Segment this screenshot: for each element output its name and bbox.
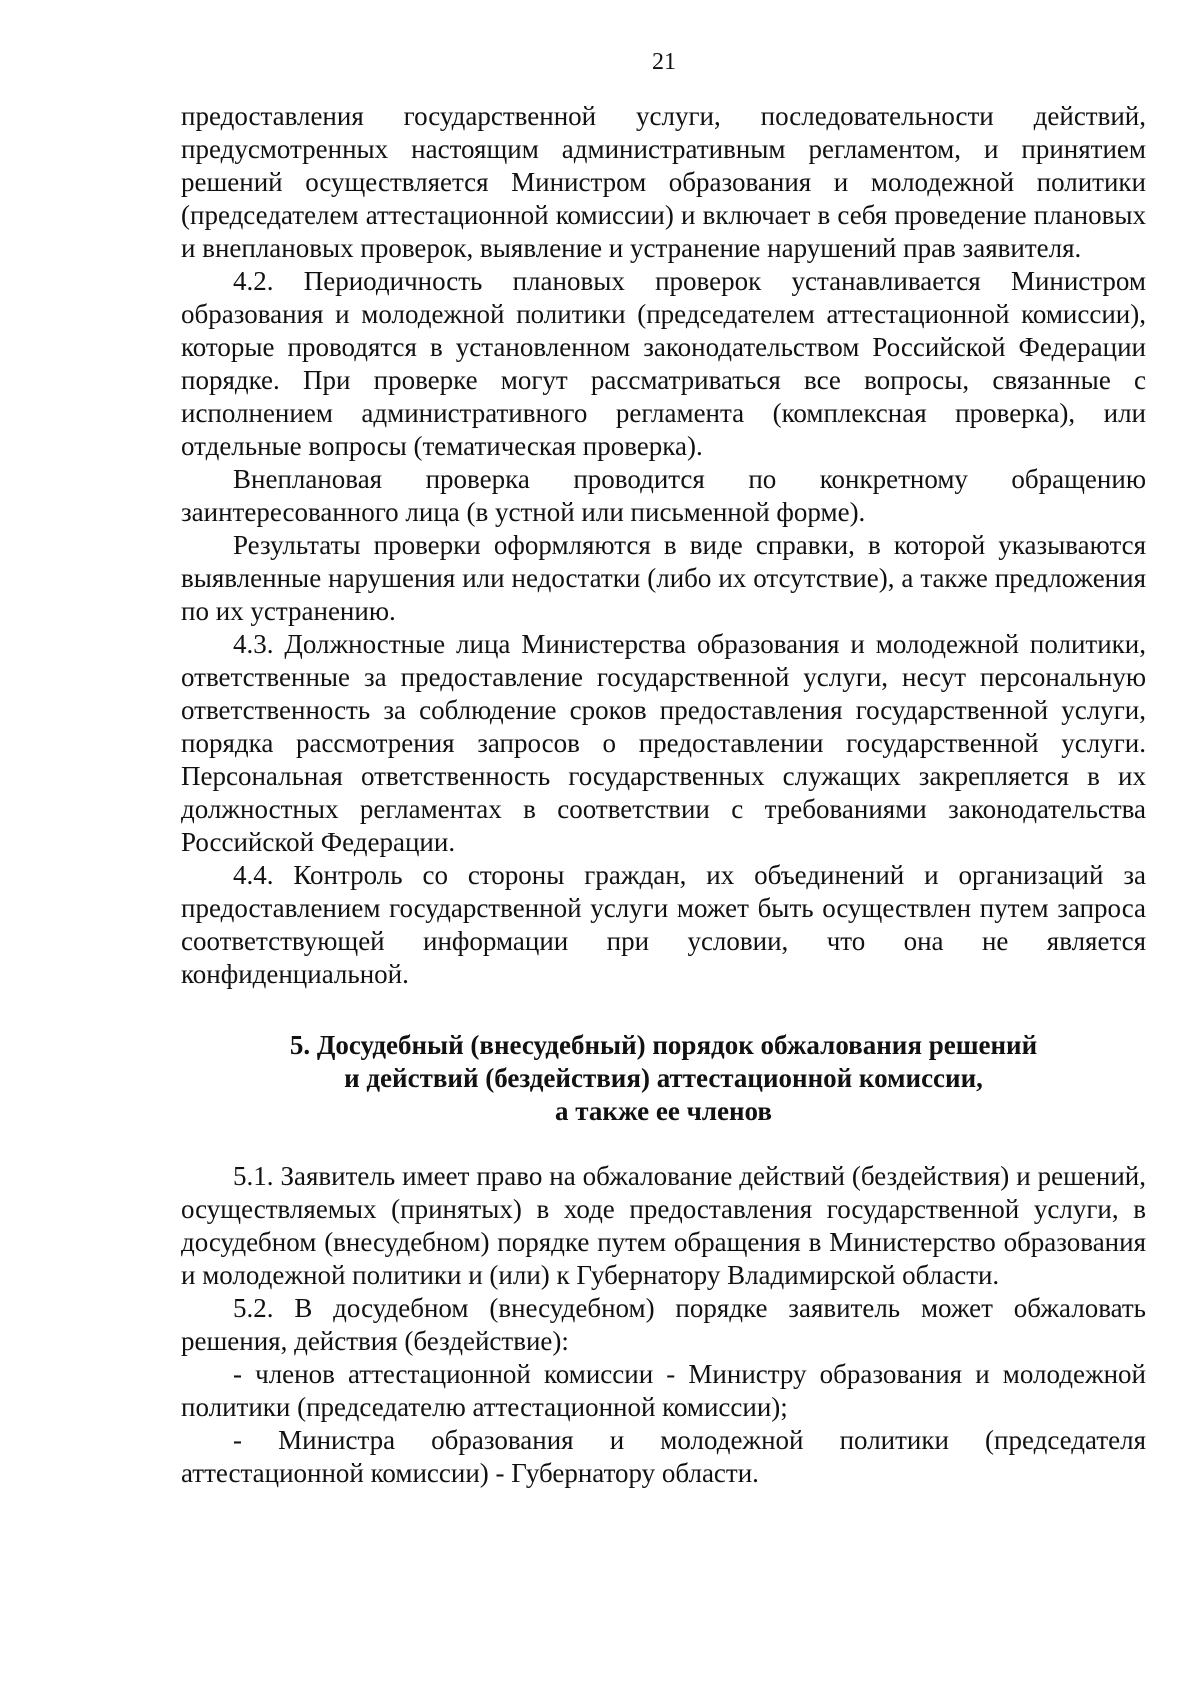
paragraph: - членов аттестационной комиссии - Министру образования и молодежной политики (председателю аттестационной комиссии); bbox=[181, 1359, 1146, 1422]
heading-line-1: 5. Досудебный (внесудебный) порядок обжалования решений bbox=[289, 1030, 1038, 1060]
paragraph: предоставления государственной услуги, последовательности действий, предусмотренных настоящим административным регламентом, и принятием решений осуществляется Министром образования и молодежной политики (председателем аттестационной комиссии) и включает в себя проведение плановых и внеплановых проверок, выявление и устранение нарушений прав заявителя. bbox=[181, 101, 1146, 263]
heading-line-2: и действий (бездействия) аттестационной комиссии, bbox=[344, 1063, 983, 1093]
paragraph: 4.2. Периодичность плановых проверок устанавливается Министром образования и молодежной политики (председателем аттестационной комиссии), которые проводятся в установленном законодательством Российской Федерации порядке. При проверке могут рассматриваться все вопросы, связанные с исполнением административного регламента (комплексная проверка), или отдельные вопросы (тематическая проверка). bbox=[181, 266, 1146, 461]
paragraph: Внеплановая проверка проводится по конкретному обращению заинтересованного лица (в устной или письменной форме). bbox=[181, 464, 1146, 527]
page-number: 21 bbox=[652, 49, 676, 75]
document-body bbox=[181, 100, 1146, 1490]
section-5-text bbox=[181, 1160, 1146, 1490]
paragraph: 5.2. В досудебном (внесудебном) порядке заявитель может обжаловать решения, действия (бездействие): bbox=[181, 1293, 1146, 1356]
paragraph: 4.4. Контроль со стороны граждан, их объединений и организаций за предоставлением государственной услуги может быть осуществлен путем запроса соответствующей информации при условии, что она не является конфиденциальной. bbox=[181, 860, 1146, 989]
heading-line-3: а также ее членов bbox=[555, 1096, 772, 1126]
paragraph: - Министра образования и молодежной политики (председателя аттестационной комиссии) - Губернатору области. bbox=[181, 1425, 1146, 1488]
section-5-heading bbox=[181, 1029, 1146, 1128]
paragraph: 5.1. Заявитель имеет право на обжалование действий (бездействия) и решений, осуществляемых (принятых) в ходе предоставления государственной услуги, в досудебном (внесудебном) порядке путем обращения в Министерство образования и молодежной политики и (или) к Губернатору Владимирской области. bbox=[181, 1161, 1146, 1290]
paragraph: Результаты проверки оформляются в виде справки, в которой указываются выявленные нарушения или недостатки (либо их отсутствие), а также предложения по их устранению. bbox=[181, 530, 1146, 626]
paragraph: 4.3. Должностные лица Министерства образования и молодежной политики, ответственные за предоставление государственной услуги, несут персональную ответственность за соблюдение сроков предоставления государственной услуги, порядка рассмотрения запросов о предоставлении государственной услуги. Персональная ответственность государственных служащих закрепляется в их должностных регламентах в соответствии с требованиями законодательства Российской Федерации. bbox=[181, 629, 1146, 857]
section-4-text bbox=[181, 100, 1146, 991]
